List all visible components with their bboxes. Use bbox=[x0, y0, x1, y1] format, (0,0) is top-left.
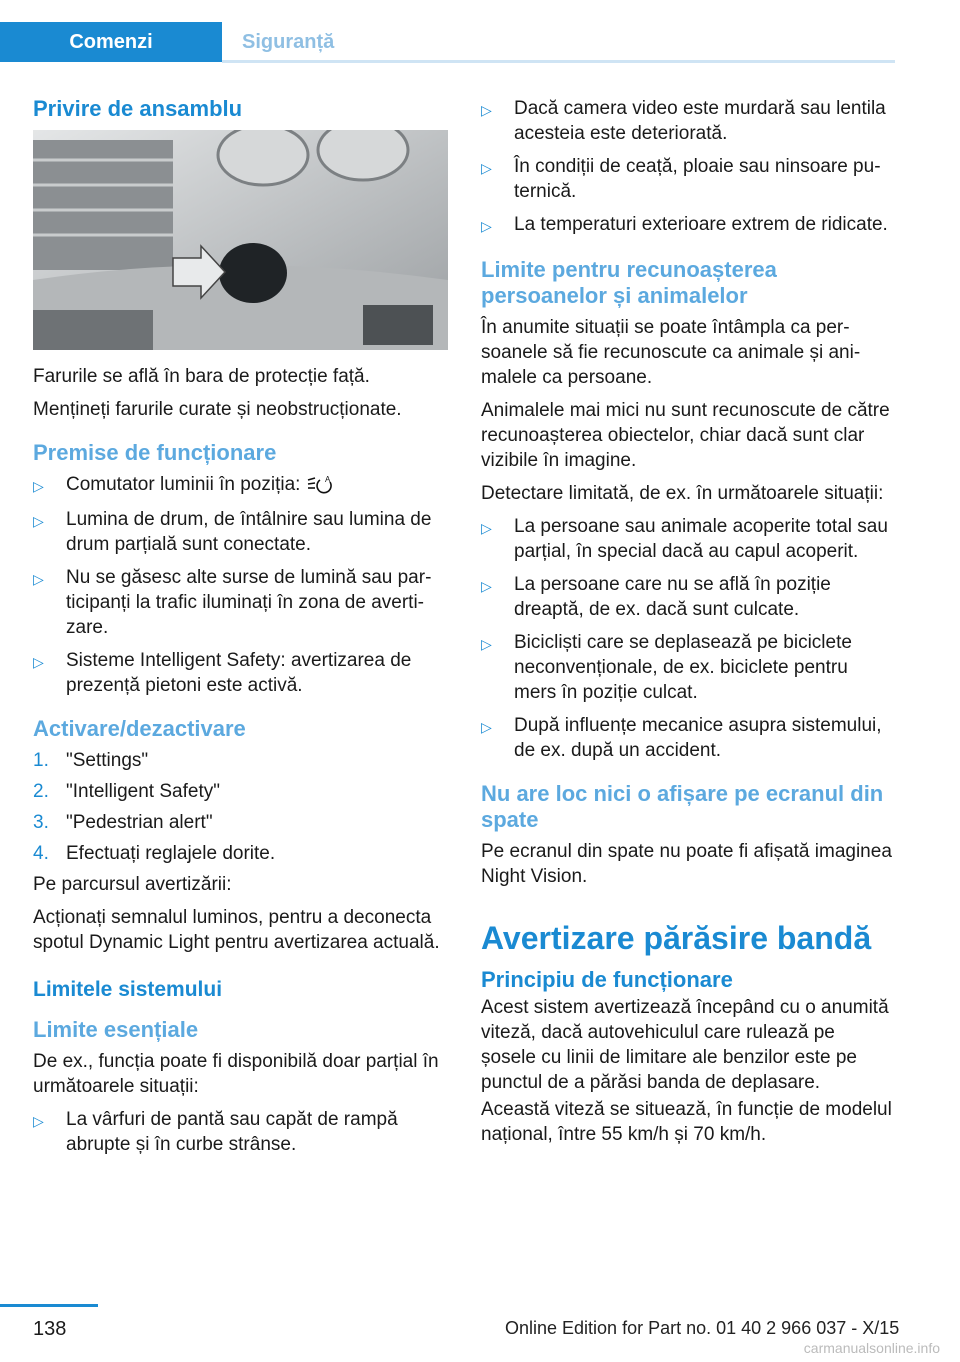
paragraph: De ex., funcția poate fi disponibilă doar parțial în următoarele situații: bbox=[33, 1051, 439, 1097]
list-item-text: Bicicliști care se deplasează pe biciclete neconvenționale, de ex. biciclete pentru mers în poziție culcat. bbox=[514, 632, 852, 703]
heading-principle: Principiu de funcționare bbox=[481, 967, 733, 992]
headlight-photo bbox=[33, 130, 448, 350]
list-item bbox=[481, 713, 895, 763]
list-item bbox=[33, 507, 448, 557]
step-text: "Settings" bbox=[66, 750, 149, 771]
bullet-icon: ▷ bbox=[481, 719, 492, 735]
bullet-icon: ▷ bbox=[33, 513, 44, 529]
headlight-illustration bbox=[33, 130, 448, 350]
heading-essential-limits: Limite esențiale bbox=[33, 1017, 199, 1042]
left-column bbox=[33, 96, 448, 1165]
list-item bbox=[33, 565, 448, 640]
step-number: 2. bbox=[33, 781, 49, 802]
step-number: 3. bbox=[33, 812, 49, 833]
paragraph: Pe parcursul avertizării: bbox=[33, 874, 232, 895]
heading-no-display: Nu are loc nici o afișare pe ecranul din spate bbox=[481, 781, 884, 832]
list-item bbox=[481, 212, 895, 239]
step-number: 1. bbox=[33, 750, 49, 771]
list-item-text: La vârfuri de pantă sau capăt de rampă abrupte și în curbe strânse. bbox=[66, 1109, 398, 1155]
heading-limits: Limitele sistemului bbox=[33, 978, 223, 1001]
step-text: "Pedestrian alert" bbox=[66, 812, 213, 833]
heading-lane-departure: Avertizare părăsire bandă bbox=[481, 920, 872, 956]
paragraph: Acționați semnalul luminos, pentru a deconecta spotul Dynamic Light pentru avertizarea actuală. bbox=[33, 907, 440, 953]
bullet-icon: ▷ bbox=[33, 571, 44, 587]
paragraph: Animalele mai mici nu sunt recunoscute de către recunoașterea obiectelor, chiar dacă sunt clar vizibile în imagine. bbox=[481, 400, 890, 471]
list-item-text: Dacă camera video este murdară sau lentila acesteia este deteriorată. bbox=[514, 98, 886, 144]
list-item-text: La persoane care nu se află în poziție dreaptă, de ex. dacă sunt culcate. bbox=[514, 574, 831, 620]
right-column bbox=[481, 96, 895, 1155]
step-item bbox=[33, 779, 448, 804]
list-item bbox=[481, 630, 895, 705]
list-item-text: Sisteme Intelligent Safety: avertizarea de prezență pietoni este activă. bbox=[66, 650, 412, 696]
list-item bbox=[33, 472, 448, 499]
paragraph: Această viteză se situează, în funcție de modelul național, între 55 km/h și 70 km/h. bbox=[481, 1099, 892, 1145]
header-bar bbox=[0, 0, 895, 64]
svg-text:A: A bbox=[324, 475, 331, 484]
list-item-text: La persoane sau animale acoperite total sau parțial, în special dacă au capul acoperit. bbox=[514, 516, 888, 562]
step-number: 4. bbox=[33, 843, 49, 864]
heading-activation: Activare/dezactivare bbox=[33, 716, 246, 741]
bullet-icon: ▷ bbox=[33, 1113, 44, 1129]
paragraph: Pe ecranul din spate nu poate fi afișată imaginea Night Vision. bbox=[481, 841, 892, 887]
bullet-icon: ▷ bbox=[481, 160, 492, 176]
bullet-icon: ▷ bbox=[481, 102, 492, 118]
step-item bbox=[33, 841, 448, 866]
bullet-icon: ▷ bbox=[33, 478, 44, 494]
step-text: "Intelligent Safety" bbox=[66, 781, 220, 802]
bullet-icon: ▷ bbox=[481, 520, 492, 536]
step-text: Efectuați reglajele dorite. bbox=[66, 843, 276, 864]
tab-comenzi[interactable]: Comenzi bbox=[0, 22, 222, 62]
list-item-text: Lumina de drum, de întâlnire sau lumina de drum parțială sunt conectate. bbox=[66, 509, 432, 555]
step-item bbox=[33, 748, 448, 773]
bullet-icon: ▷ bbox=[33, 654, 44, 670]
list-item bbox=[481, 96, 895, 146]
list-item bbox=[481, 154, 895, 204]
heading-people-limits: Limite pentru recunoașterea persoanelor și animalelor bbox=[481, 257, 777, 308]
footer-accent-line bbox=[0, 1304, 98, 1307]
header-divider bbox=[222, 60, 895, 63]
heading-prerequisites: Premise de funcționare bbox=[33, 440, 277, 465]
paragraph: Detectare limitată, de ex. în următoarele situații: bbox=[481, 483, 884, 504]
heading-overview: Privire de ansamblu bbox=[33, 96, 243, 121]
list-item-text: După influențe mecanice asupra sistemului, de ex. după un accident. bbox=[514, 715, 882, 761]
list-item-text: Nu se găsesc alte surse de lumină sau participanți la trafic iluminați în zona de avertizare. bbox=[66, 567, 432, 638]
light-switch-icon bbox=[306, 474, 334, 494]
list-item-text: Comutator luminii în poziția: A bbox=[66, 472, 334, 499]
paragraph: Mențineți farurile curate și neobstrucționate. bbox=[33, 399, 402, 420]
list-item-text: La temperaturi exterioare extrem de ridicate. bbox=[514, 214, 888, 235]
bullet-icon: ▷ bbox=[481, 578, 492, 594]
step-item bbox=[33, 810, 448, 835]
list-item bbox=[33, 1107, 448, 1157]
paragraph: Acest sistem avertizează începând cu o anumită viteză, dacă autovehiculul care rulează pe șosele cu linii de limitare ale benzilor este pe punctul de a părăsi banda de deplasare. bbox=[481, 997, 889, 1093]
list-item bbox=[481, 514, 895, 564]
page-number: 138 bbox=[33, 1318, 67, 1340]
bullet-icon: ▷ bbox=[481, 636, 492, 652]
list-item bbox=[481, 572, 895, 622]
bullet-icon: ▷ bbox=[481, 218, 492, 234]
paragraph: Farurile se află în bara de protecție față. bbox=[33, 366, 370, 387]
paragraph: În anumite situații se poate întâmpla ca persoanele să fie recunoscute ca animale și animalele ca persoane. bbox=[481, 317, 861, 388]
list-item-text: În condiții de ceață, ploaie sau ninsoare puternică. bbox=[514, 156, 881, 202]
watermark: carmanualsonline.info bbox=[803, 1340, 940, 1356]
edition-text: Online Edition for Part no. 01 40 2 966 037 - X/15 bbox=[505, 1318, 900, 1338]
list-item bbox=[33, 648, 448, 698]
tab-siguranta[interactable]: Siguranță bbox=[222, 22, 895, 62]
